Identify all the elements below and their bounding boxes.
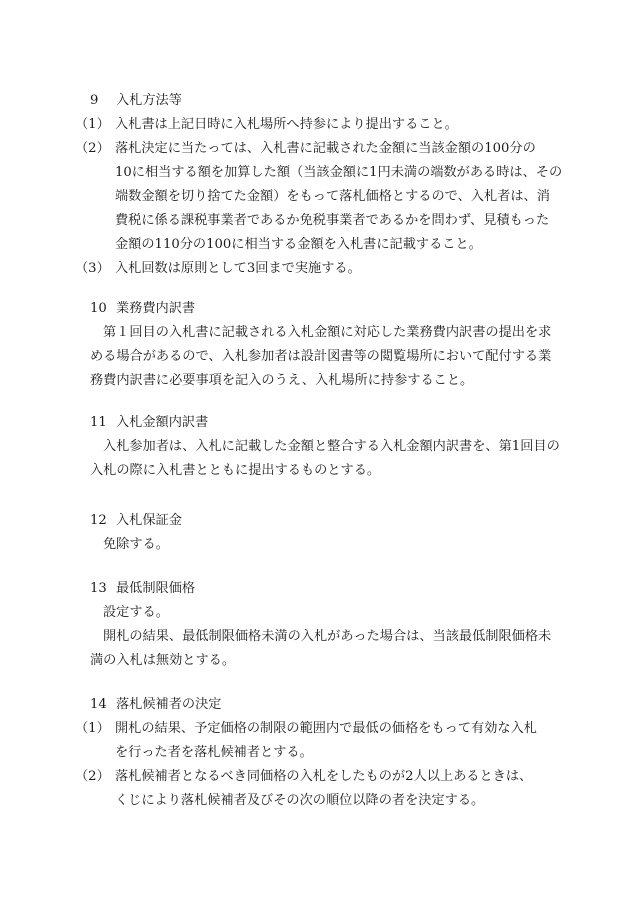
list-item <box>75 260 361 282</box>
item-text: 落札候補者となるべき同価格の入札をしたものが2人以上あるときは、 <box>115 769 533 784</box>
item-text: 入札書は上記日時に入札場所へ持参により提出すること。 <box>115 117 458 132</box>
section-heading <box>90 580 195 602</box>
item-number: （2） <box>75 141 110 156</box>
section-number: 13 <box>90 581 107 596</box>
paragraph-line: 務費内訳書に必要事項を記入のうえ、入札場所に持参すること。 <box>90 373 474 388</box>
item-number: （1） <box>75 117 110 132</box>
item-text-continued: 10に相当する額を加算した額（当該金額に1円未満の端数がある時は、その <box>115 165 563 180</box>
list-item <box>75 768 532 790</box>
paragraph-line: 満の入札は無効とする。 <box>90 653 236 668</box>
paragraph-line: 第１回目の入札書に記載される入札金額に対応した業務費内訳書の提出を求 <box>103 325 552 340</box>
item-text-continued: を行った者を落札候補者とする。 <box>115 745 313 760</box>
section-number: 9 <box>90 93 99 108</box>
section-title: 業務費内訳書 <box>116 301 196 316</box>
item-text: 入札回数は原則として3回まで実施する。 <box>115 261 361 276</box>
item-number: （3） <box>75 261 110 276</box>
item-number: （1） <box>75 721 110 736</box>
section-heading <box>90 414 208 436</box>
item-text: 開札の結果、予定価格の制限の範囲内で最低の価格をもって有効な入札 <box>115 721 537 736</box>
list-item <box>75 116 458 138</box>
paragraph-line: める場合があるので、入札参加者は設計図書等の閲覧場所において配付する業 <box>90 349 552 364</box>
item-text-continued: くじにより落札候補者及びその次の順位以降の者を決定する。 <box>115 793 485 808</box>
paragraph-line: 設定する。 <box>103 605 169 620</box>
section-heading <box>90 92 182 114</box>
paragraph-line: 免除する。 <box>103 537 169 552</box>
item-text: 落札決定に当たっては、入札書に記載された金額に当該金額の100分の <box>115 141 536 156</box>
paragraph-line: 入札の際に入札書とともに提出するものとする。 <box>90 463 381 478</box>
list-item <box>75 140 536 162</box>
paragraph-line: 入札参加者は、入札に記載した金額と整合する入札金額内訳書を、第1回目の <box>103 439 560 454</box>
list-item <box>75 720 537 742</box>
section-title: 入札保証金 <box>116 513 182 528</box>
section-title: 入札金額内訳書 <box>116 415 209 430</box>
item-text-continued: 費税に係る課税事業者であるか免税事業者であるかを問わず、見積もった <box>115 213 550 228</box>
item-text-continued: 金額の110分の100に相当する金額を入札書に記載すること。 <box>115 237 482 252</box>
item-text-continued: 端数金額を切り捨てた金額）をもって落札価格とするので、入札者は、消 <box>115 189 550 204</box>
section-heading <box>90 300 195 322</box>
section-heading <box>90 512 182 534</box>
section-title: 最低制限価格 <box>116 581 196 596</box>
paragraph-line: 開札の結果、最低制限価格未満の入札があった場合は、当該最低制限価格未 <box>103 629 552 644</box>
section-title: 落札候補者の決定 <box>116 697 222 712</box>
section-number: 14 <box>90 697 107 712</box>
item-number: （2） <box>75 769 110 784</box>
section-number: 12 <box>90 513 107 528</box>
section-number: 10 <box>90 301 107 316</box>
section-heading <box>90 696 222 718</box>
section-title: 入札方法等 <box>116 93 182 108</box>
section-number: 11 <box>90 415 107 430</box>
